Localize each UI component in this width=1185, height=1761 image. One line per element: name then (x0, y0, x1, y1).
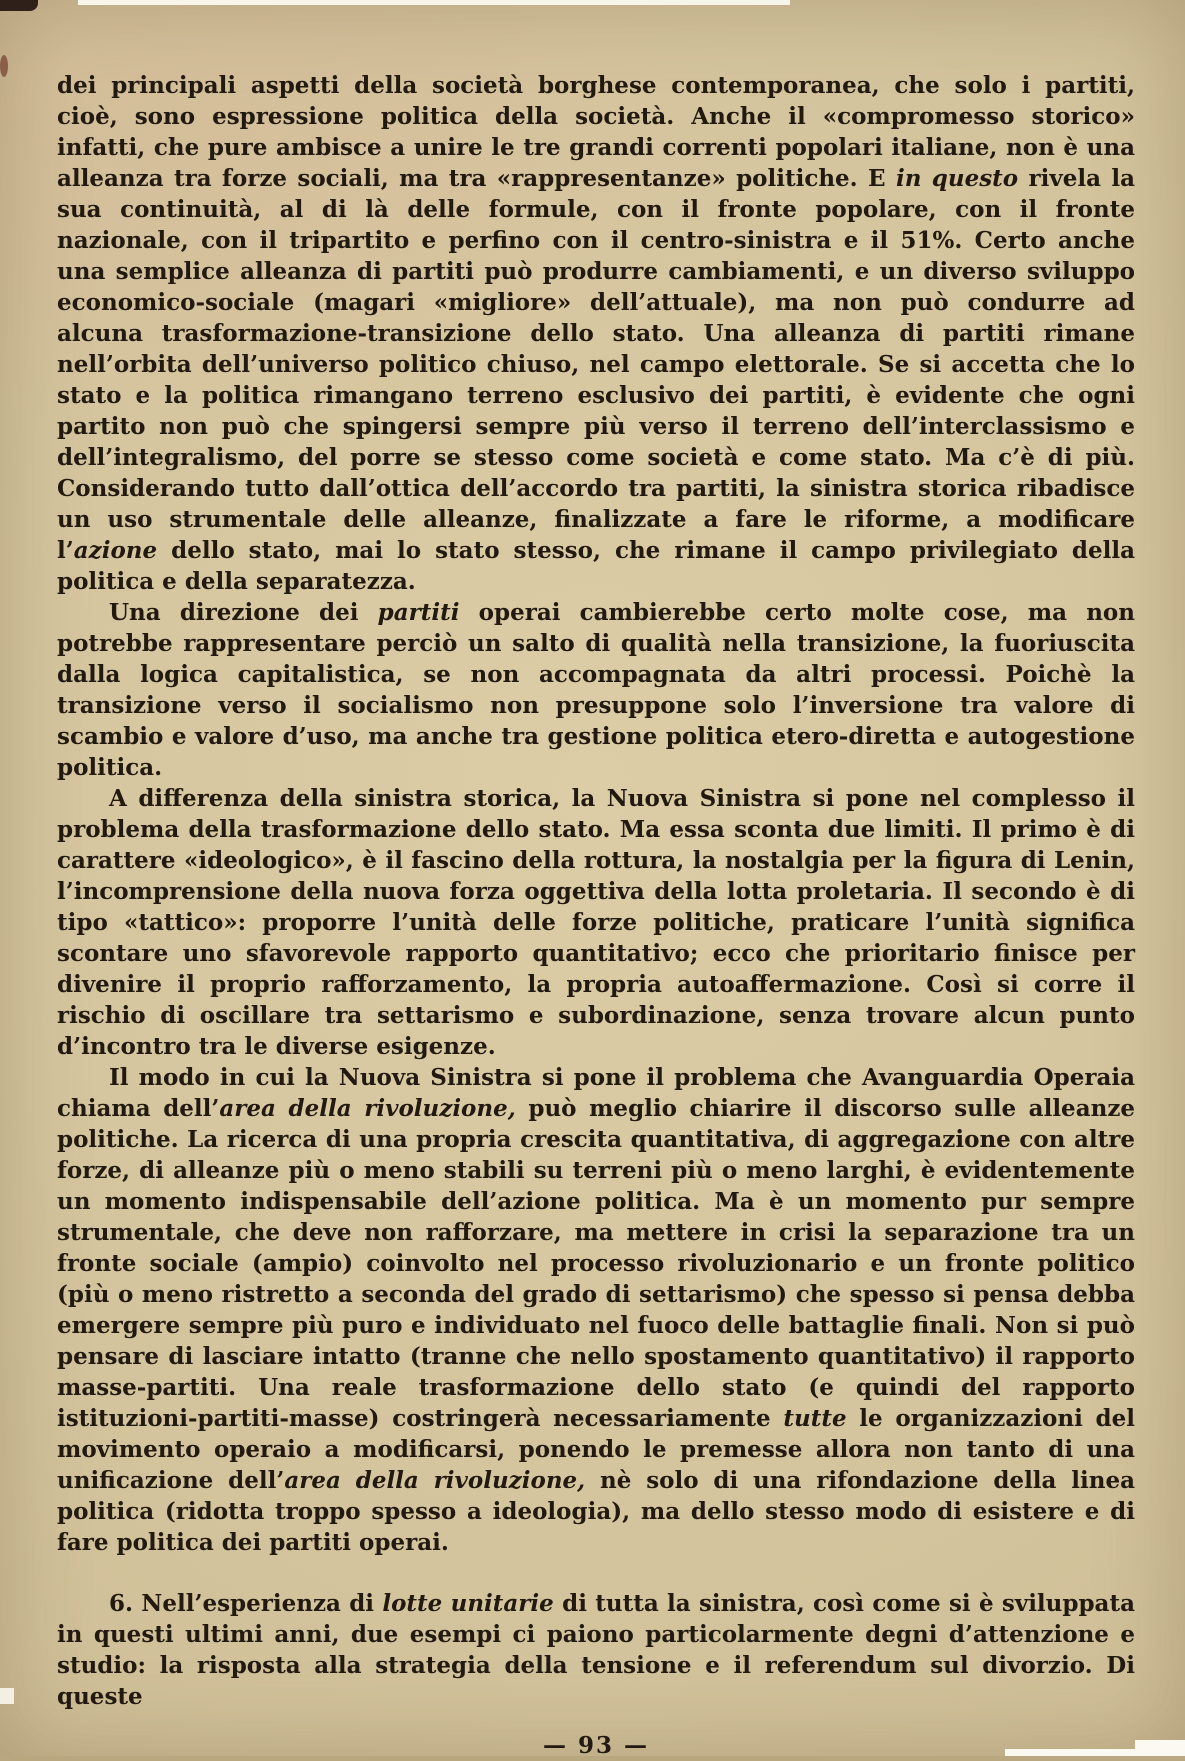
paragraph-3 (57, 783, 1135, 1062)
italic-run: partiti (378, 599, 460, 626)
scan-artifact-top-edge (78, 0, 790, 5)
scan-artifact-bottom-edge-thick (1135, 1740, 1185, 1756)
text-run: può meglio chiarire il discorso sulle alleanze politiche. La ricerca di una propria crescita quantitativa, di aggregazione con altre forze, di alleanze più o meno stabili su terreni più o meno larghi, è evidentemente un momento indispensabile dell’azione politica. Ma è un momento pur sempre strumentale, che deve non rafforzare, ma mettere in crisi la separazione tra un fronte sociale (ampio) coinvolto nel processo rivoluzionario e un fronte politico (più o meno ristretto a seconda del grado di settarismo) che spesso si pensa debba emergere sempre più puro e individuato nel fuoco delle battaglie finali. Non si può pensare di lasciare intatto (tranne che nello spostamento quantitativo) il rapporto masse-partiti. Una reale trasformazione dello stato (e quindi del rapporto istituzioni-partiti-masse) costringerà necessariamente (57, 1095, 1135, 1432)
text-run: Il modo in cui la Nuova Sinistra si pone il problema che Avanguardia Operaia chiama dell’ (57, 1064, 1135, 1122)
text-run: le organizzazioni del movimento operaio a modificarsi, ponendo le premesse allora non tanto di una unificazione dell’ (57, 1405, 1135, 1494)
text-run: dei principali aspetti della società borghese contemporanea, che solo i partiti, cioè, sono espressione politica della società. Anche il «compromesso storico» infatti, che pure ambisce a unire le tre grandi correnti popolari italiane, non è una alleanza tra forze sociali, ma tra «rappresentanze» politiche. E (57, 72, 1135, 192)
text-run: nè solo di una rifondazione della linea politica (ridotta troppo spesso a ideologia), ma dello stesso modo di esistere e di fare politica dei partiti operai. (57, 1467, 1135, 1556)
italic-run: area della rivoluzione, (284, 1467, 585, 1494)
italic-run: lotte unitarie (382, 1590, 553, 1617)
italic-run: tutte (783, 1405, 846, 1432)
text-run: A differenza della sinistra storica, la Nuova Sinistra si pone nel complesso il problema della trasformazione dello stato. Ma essa sconta due limiti. Il primo è di carattere «ideologico», è il fascino della rottura, la nostalgia per la figura di Lenin, l’incomprensione della nuova forza oggettiva della lotta proletaria. Il secondo è di tipo «tattico»: proporre l’unità delle forze politiche, praticare l’unità significa scontare uno sfavorevole rapporto quantitativo; ecco che prioritario finisce per divenire il proprio rafforzamento, la propria autoaffermazione. Così si corre il rischio di oscillare tra settarismo e subordinazione, senza trovare alcun punto d’incontro tra le diverse esigenze. (57, 785, 1135, 1060)
italic-run: azione (74, 537, 157, 564)
text-run: 6. Nell’esperienza di (109, 1590, 382, 1617)
paragraph-1 (57, 70, 1135, 597)
paragraph-4 (57, 1062, 1135, 1558)
scan-artifact-left-smudge (0, 55, 8, 77)
italic-run: area della rivoluzione, (219, 1095, 515, 1122)
page-text (57, 70, 1135, 1761)
text-run: dello stato, mai lo stato stesso, che rimane il campo privilegiato della politica e della separatezza. (57, 537, 1135, 595)
text-run: Una direzione dei (109, 599, 378, 626)
page-number: — 93 — (57, 1730, 1135, 1761)
text-run: rivela la sua continuità, al di là delle formule, con il fronte popolare, con il fronte nazionale, con il tripartito e perfino con il centro-sinistra e il 51%. Certo anche una semplice alleanza di partiti può produrre cambiamenti, e un diverso sviluppo economico-sociale (magari «migliore» dell’attuale), ma non può condurre ad alcuna trasformazione-transizione dello stato. Una alleanza di partiti rimane nell’orbita dell’universo politico chiuso, nel campo elettorale. Se si accetta che lo stato e la politica rimangano terreno esclusivo dei partiti, è evidente che ogni partito non può che spingersi sempre più verso il terreno dell’interclassismo e dell’integralismo, del porre se stesso come società e come stato. Ma c’è di più. Considerando tutto dall’ottica dell’accordo tra partiti, la sinistra storica ribadisce un uso strumentale delle alleanze, finalizzate a fare le riforme, a modificare l’ (57, 165, 1135, 564)
paragraph-2 (57, 597, 1135, 783)
text-run: di tutta la sinistra, così come si è sviluppata in questi ultimi anni, due esempi ci paiono particolarmente degni d’attenzione e studio: la risposta alla strategia della tensione e il referendum sul divorzio. Di queste (57, 1590, 1135, 1710)
scan-artifact-corner-mark (0, 0, 38, 11)
scan-artifact-bottom-left (0, 1688, 14, 1704)
paragraph-5-section-6 (57, 1588, 1135, 1712)
text-run: operai cambierebbe certo molte cose, ma non potrebbe rappresentare perciò un salto di qualità nella transizione, la fuoriuscita dalla logica capitalistica, se non accompagnata da altri processi. Poichè la transizione verso il socialismo non presuppone solo l’inversione tra valore di scambio e valore d’uso, ma anche tra gestione politica etero-diretta e autogestione politica. (57, 599, 1135, 781)
italic-run: in questo (896, 165, 1018, 192)
